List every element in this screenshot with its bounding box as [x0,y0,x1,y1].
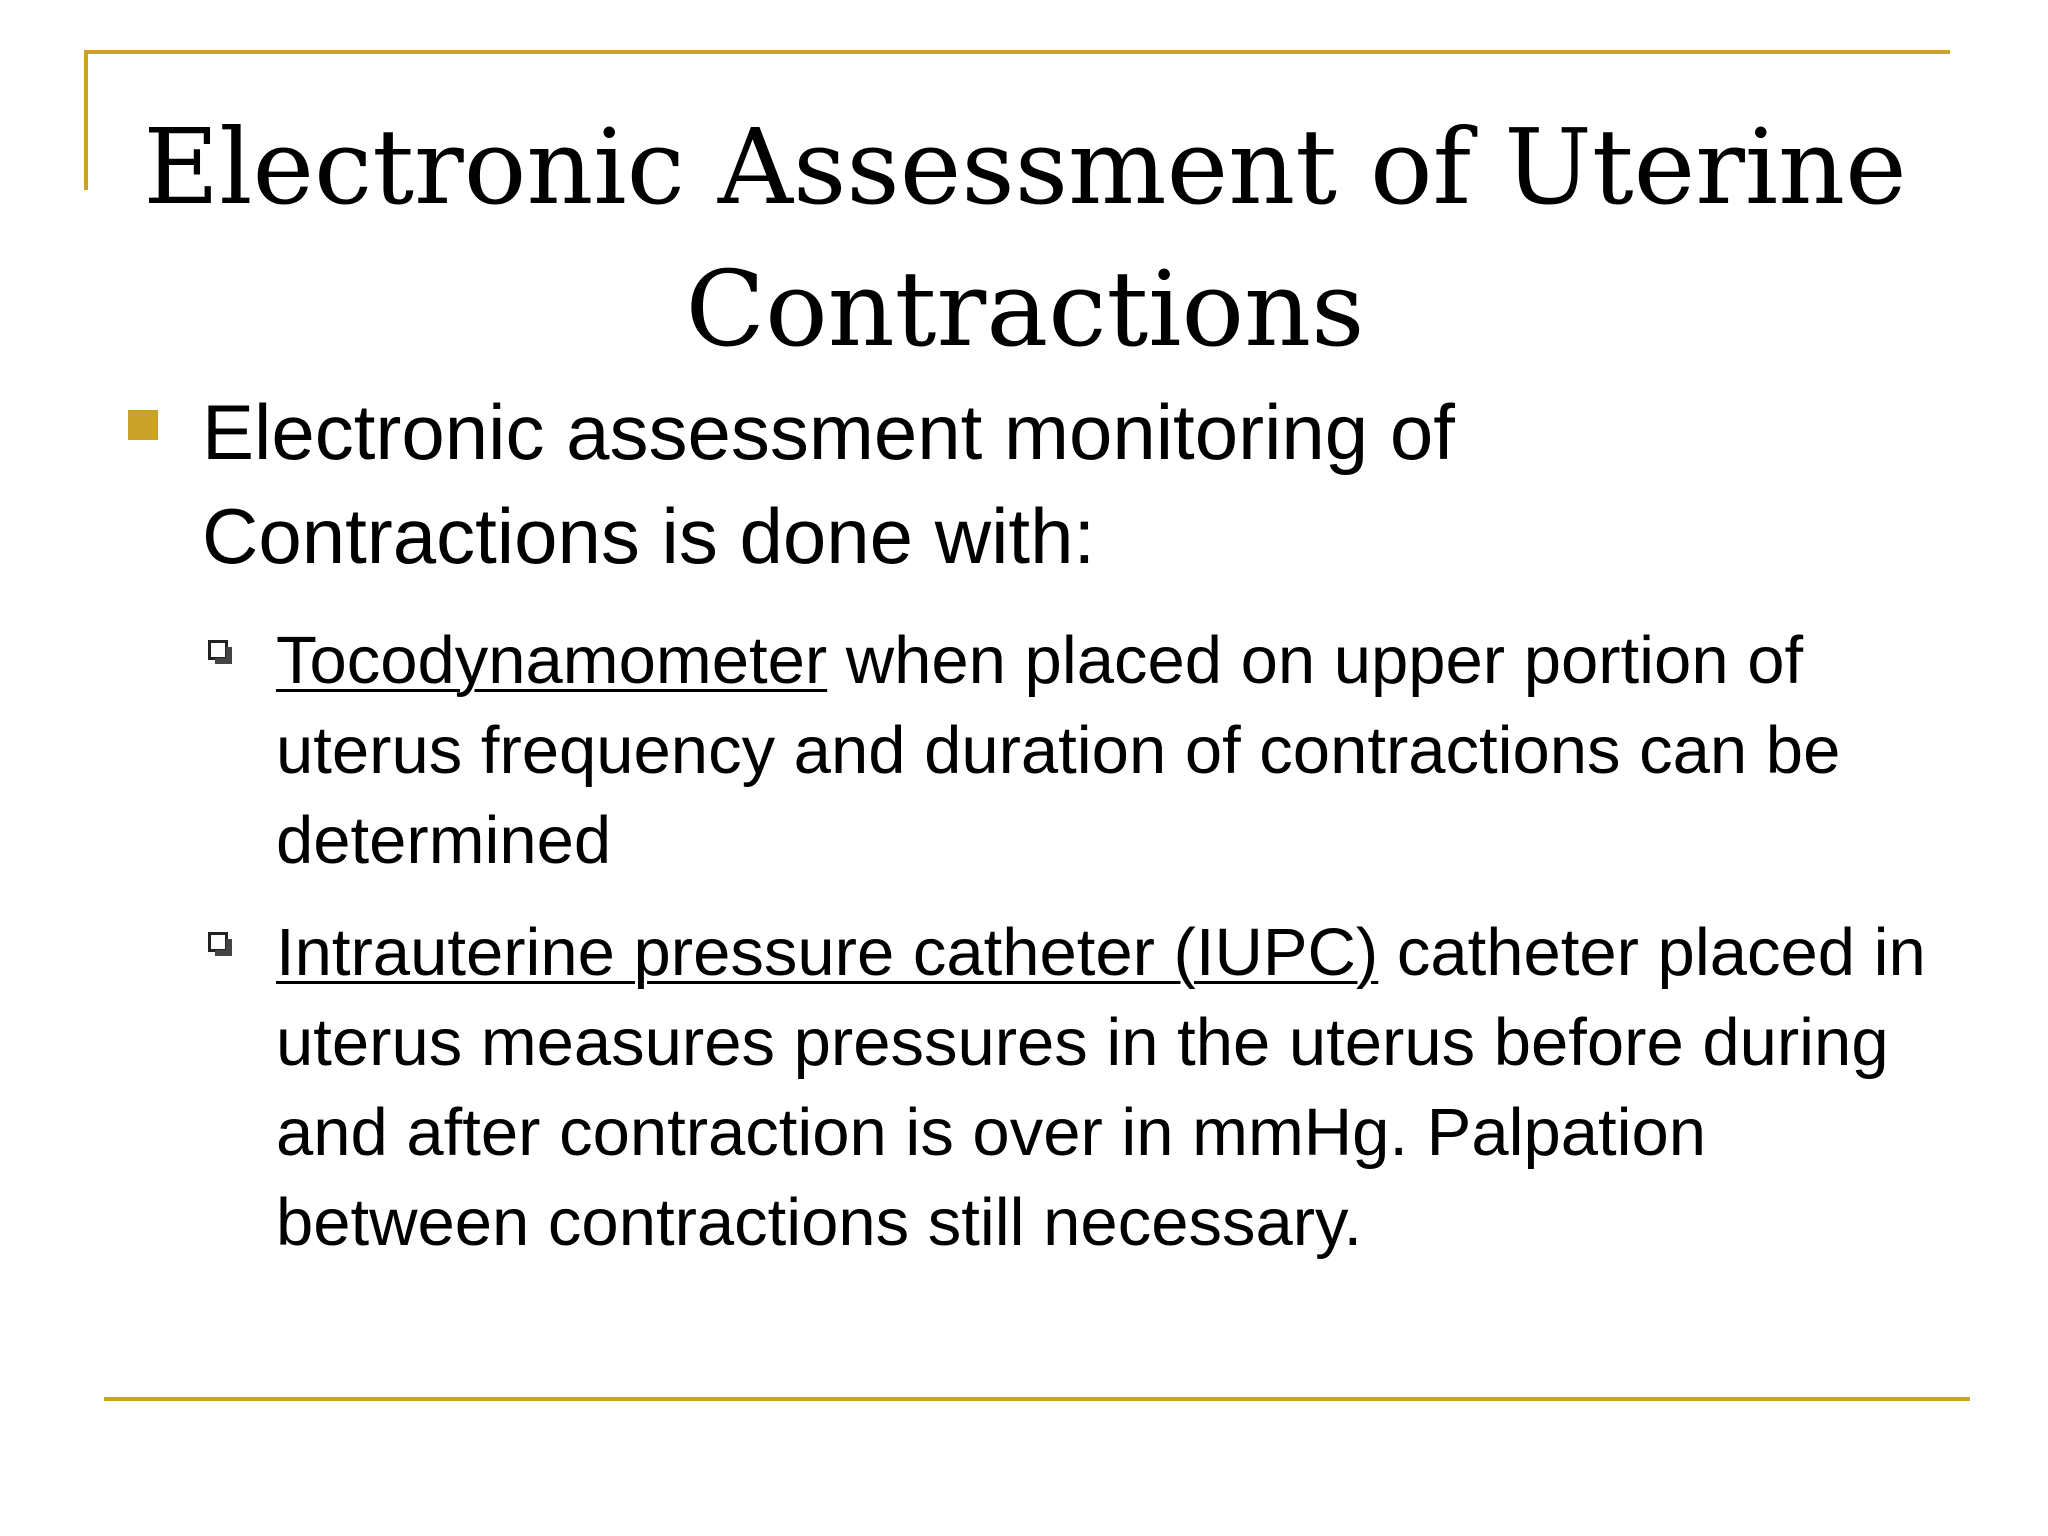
hollow-square-bullet-icon [208,932,228,952]
sub-bullet-term: Tocodynamometer [276,623,828,698]
sub-bullet-term: Intrauterine pressure catheter (IUPC) [276,915,1379,990]
left-rule [84,50,88,190]
bottom-rule [104,1397,1970,1401]
sub-bullet-iupc [276,908,1966,1268]
sub-bullet-text: catheter placed in uterus measures pressures in the uterus before during and after contraction is over in mmHg. Palpation between contractions still necessary. [276,915,1926,1260]
bullet-text: Electronic assessment monitoring of Contractions is done with: [202,388,1455,580]
sub-bullet-text: when placed on upper portion of uterus frequency and duration of contractions can be determined [276,623,1841,878]
slide-body [0,380,2048,1268]
bullet-level-1 [202,380,1702,588]
hollow-square-bullet-icon [208,640,228,660]
sub-bullet-tocodynamometer [276,616,1966,886]
top-rule [84,50,1950,54]
slide-title: Electronic Assessment of Uterine Contractions [143,106,1907,370]
square-bullet-icon [128,410,158,440]
